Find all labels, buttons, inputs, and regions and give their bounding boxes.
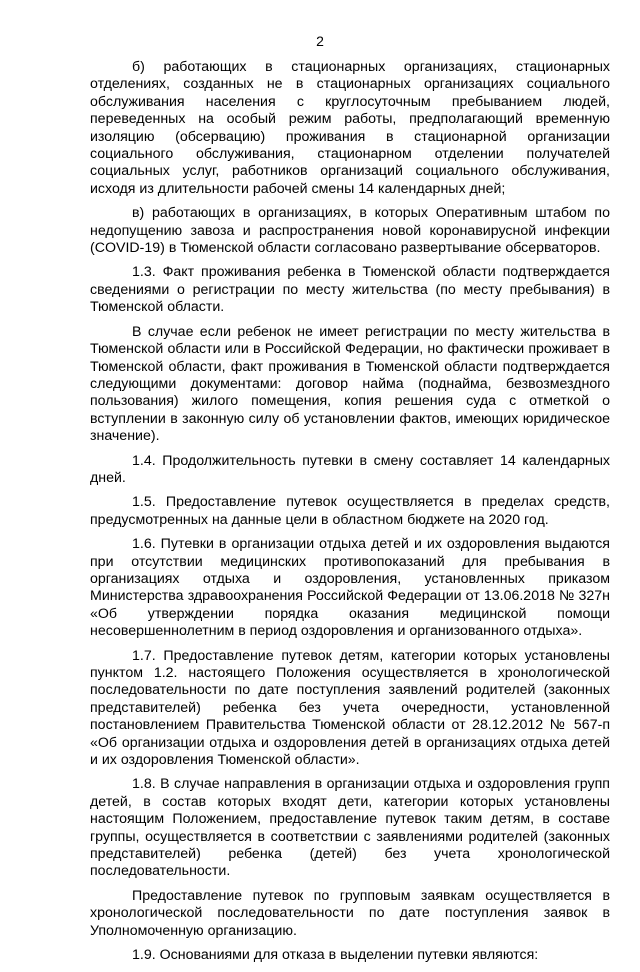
paragraph-v: в) работающих в организациях, в которых Оперативным штабом по недопущению завоза и распространения новой коронавирусной инфекции (COVID-19) в Тюменской области согласовано развертывание обсерваторов.	[90, 205, 610, 257]
document-body	[90, 59, 610, 972]
paragraph-b: б) работающих в стационарных организациях, стационарных отделениях, созданных не в стационарных организациях социального обслуживания населения с круглосуточным пребыванием людей, переведенных на особый режим работы, предполагающий временную изоляцию (обсервацию) проживания в стационарной организации социального обслуживания, стационарном отделении получателей социальных услуг, работников организаций социального обслуживания, исходя из длительности рабочей смены 14 календарных дней;	[90, 59, 610, 197]
paragraph-1-8: 1.8. В случае направления в организации отдыха и оздоровления групп детей, в состав которых входят дети, категории которых установлены настоящим Положением, предоставление путевок таким детям, в составе группы, осуществляется в соответствии с заявлениями родителей (законных представителей) ребенка (детей) без учета хронологической последовательности.	[90, 776, 610, 880]
paragraph-1-6: 1.6. Путевки в организации отдыха детей и их оздоровления выдаются при отсутствии медицинских противопоказаний для пребывания в организациях отдыха и оздоровления, установленных приказом Министерства здравоохранения Российской Федерации от 13.06.2018 № 327н «Об утверждении порядка оказания медицинской помощи несовершеннолетним в период оздоровления и организованного отдыха».	[90, 536, 610, 640]
paragraph-1-9: 1.9. Основаниями для отказа в выделении путевки являются:	[132, 947, 539, 964]
paragraph-1-7: 1.7. Предоставление путевок детям, категории которых установлены пунктом 1.2. настоящего Положения осуществляется в хронологической последовательности по дате поступления заявлений родителей (законных представителей) ребенка без учета очередности, установленной постановлением Правительства Тюменской области от 28.12.2012 № 567-п «Об организации отдыха и оздоровления детей в организациях отдыха детей и их оздоровления Тюменской области».	[90, 647, 610, 769]
paragraph-1-3: 1.3. Факт проживания ребенка в Тюменской области подтверждается сведениями о регистрации по месту жительства (по месту пребывания) в Тюменской области.	[90, 264, 610, 316]
paragraph-1-4: 1.4. Продолжительность путевки в смену составляет 14 календарных дней.	[90, 452, 610, 486]
paragraph-1-5: 1.5. Предоставление путевок осуществляется в пределах средств, предусмотренных на данные цели в областном бюджете на 2020 год.	[90, 494, 610, 528]
page-number: 2	[316, 33, 324, 49]
paragraph-registration: В случае если ребенок не имеет регистрации по месту жительства в Тюменской области или в Российской Федерации, но фактически проживает в Тюменской области, факт проживания в Тюменской области подтверждается следующими документами: договор найма (поднайма, безвозмездного пользования) жилого помещения, копия решения суда с отметкой о вступлении в законную силу об установлении фактов, имеющих юридическое значение).	[90, 323, 610, 445]
paragraph-group-requests: Предоставление путевок по групповым заявкам осуществляется в хронологической последовательности по дате поступления заявок в Уполномоченную организацию.	[90, 887, 610, 939]
